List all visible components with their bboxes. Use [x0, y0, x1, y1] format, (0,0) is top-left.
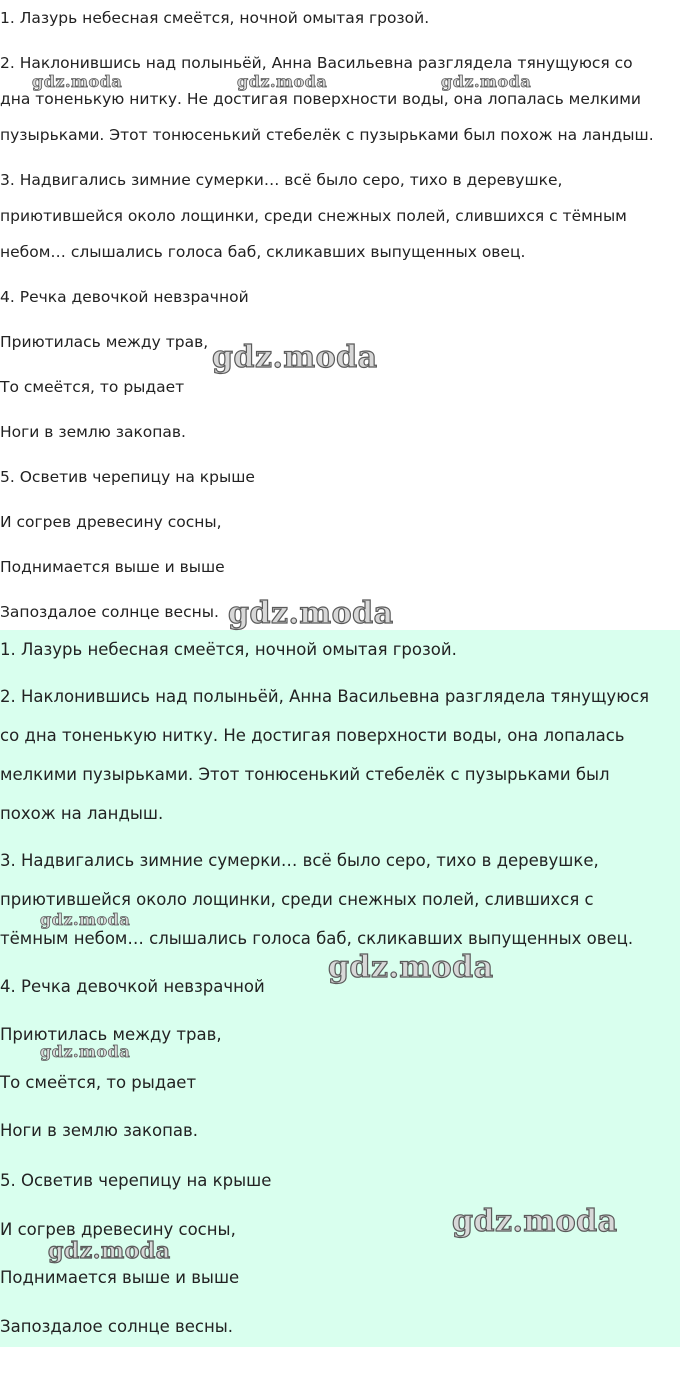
text-line: со дна тоненькую нитку. Не достигая поверхности воды, она лопалась [0, 726, 625, 745]
watermark-logo: gdz.moda [441, 72, 532, 91]
text-line: Поднимается выше и выше [0, 1268, 240, 1287]
text-line: похож на ландыш. [0, 804, 164, 823]
text-line: Ноги в землю закопав. [0, 1121, 198, 1140]
text-line: 4. Речка девочкой невзрачной [0, 977, 265, 996]
watermark-logo: gdz.moda [48, 1238, 171, 1264]
watermark-logo: gdz.moda [237, 72, 328, 91]
text-line: 3. Надвигались зимние сумерки… всё было серо, тихо в деревушке, [0, 851, 599, 870]
text-line: 1. Лазурь небесная смеётся, ночной омытая грозой. [0, 9, 430, 27]
watermark-logo: gdz.moda [40, 1042, 131, 1061]
text-line: Поднимается выше и выше [0, 558, 225, 576]
text-line: небом… слышались голоса баб, скликавших выпущенных овец. [0, 243, 526, 261]
watermark-logo: gdz.moda [212, 340, 378, 375]
text-line: 2. Наклонившись над полыньёй, Анна Васильевна разглядела тянущуюся [0, 687, 650, 706]
text-line: Запоздалое солнце весны. [0, 603, 219, 621]
text-line: приютившейся около лощинки, среди снежных полей, слившихся с [0, 890, 594, 909]
watermark-logo: gdz.moda [452, 1204, 618, 1239]
watermark-logo: gdz.moda [228, 596, 394, 631]
text-line: То смеётся, то рыдает [0, 1073, 197, 1092]
text-line: тёмным небом… слышались голоса баб, скликавших выпущенных овец. [0, 929, 634, 948]
text-line: Запоздалое солнце весны. [0, 1317, 234, 1336]
watermark-logo: gdz.moda [32, 72, 123, 91]
text-line: пузырьками. Этот тонюсенький стебелёк с пузырьками был похож на ландыш. [0, 126, 654, 144]
text-line: То смеётся, то рыдает [0, 378, 185, 396]
text-line: 4. Речка девочкой невзрачной [0, 288, 249, 306]
text-line: 5. Осветив черепицу на крыше [0, 468, 255, 486]
text-line: Ноги в землю закопав. [0, 423, 186, 441]
text-line: Приютилась между трав, [0, 1025, 222, 1044]
text-line: мелкими пузырьками. Этот тонюсенький стебелёк с пузырьками был [0, 765, 610, 784]
text-line: 5. Осветив черепицу на крыше [0, 1171, 272, 1190]
text-line: И согрев древесину сосны, [0, 1220, 236, 1239]
text-line: дна тоненькую нитку. Не достигая поверхности воды, она лопалась мелкими [0, 90, 641, 108]
text-line: приютившейся около лощинки, среди снежных полей, слившихся с тёмным [0, 207, 627, 225]
watermark-logo: gdz.moda [328, 950, 494, 985]
text-line: И согрев древесину сосны, [0, 513, 222, 531]
text-line: Приютилась между трав, [0, 333, 209, 351]
text-line: 1. Лазурь небесная смеётся, ночной омытая грозой. [0, 640, 457, 659]
text-line: 2. Наклонившись над полыньёй, Анна Васильевна разглядела тянущуюся со [0, 54, 633, 72]
watermark-logo: gdz.moda [40, 910, 131, 929]
text-line: 3. Надвигались зимние сумерки… всё было серо, тихо в деревушке, [0, 171, 563, 189]
answer-panel [0, 630, 680, 1347]
